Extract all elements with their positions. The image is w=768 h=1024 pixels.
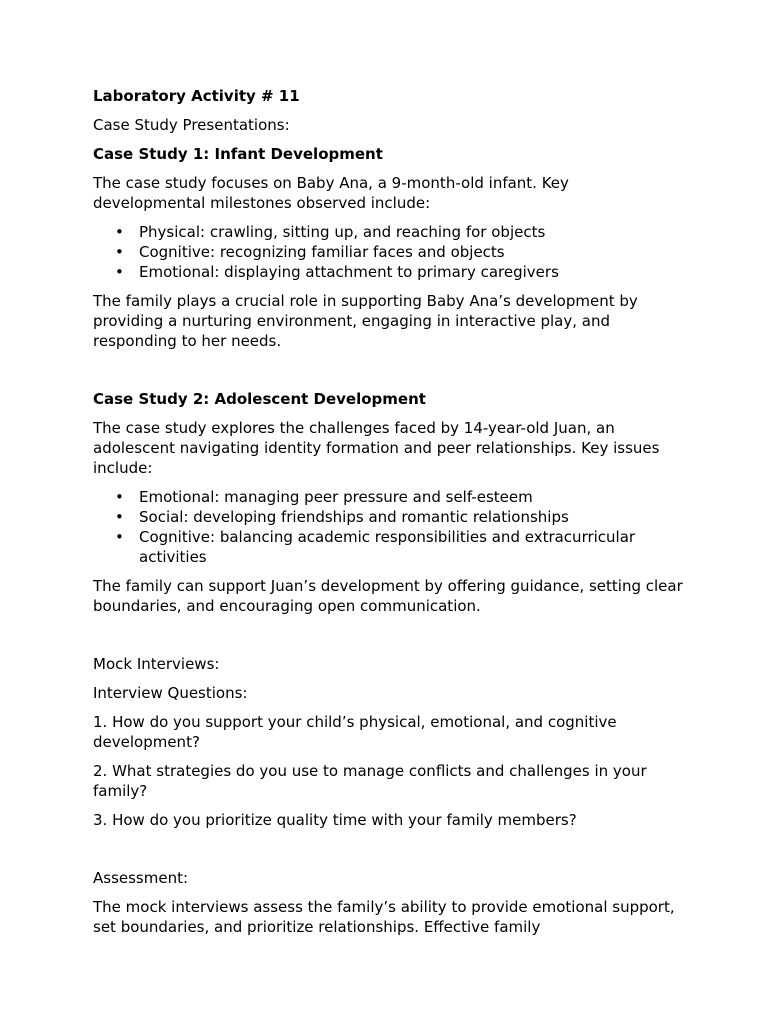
list-item: • Cognitive: recognizing familiar faces and objects <box>139 242 683 262</box>
case-study-1-heading: Case Study 1: Infant Development <box>93 145 383 163</box>
list-item: • Emotional: managing peer pressure and self-esteem <box>139 487 683 507</box>
list-item: • Cognitive: balancing academic responsibilities and extracurricular activities <box>139 527 683 567</box>
case-study-2-list <box>93 487 683 567</box>
interview-question: 2. What strategies do you use to manage conflicts and challenges in your family? <box>93 762 647 800</box>
spacer <box>93 839 683 868</box>
case-study-1-conclusion: The family plays a crucial role in supporting Baby Ana’s development by providing a nurturing environment, engaging in interactive play, and responding to her needs. <box>93 292 638 350</box>
assessment-text: The mock interviews assess the family’s ability to provide emotional support, set boundaries, and prioritize relationships. Effective family <box>93 898 675 936</box>
document-page <box>93 86 683 946</box>
list-item: • Emotional: displaying attachment to primary caregivers <box>139 262 683 282</box>
spacer <box>93 360 683 389</box>
case-study-section-heading: Case Study Presentations: <box>93 116 290 134</box>
case-study-1-intro: The case study focuses on Baby Ana, a 9-month-old infant. Key developmental milestones observed include: <box>93 174 569 212</box>
spacer <box>93 625 683 654</box>
list-item: • Physical: crawling, sitting up, and reaching for objects <box>139 222 683 242</box>
interview-question: 3. How do you prioritize quality time with your family members? <box>93 811 577 829</box>
case-study-2-heading: Case Study 2: Adolescent Development <box>93 390 426 408</box>
assessment-heading: Assessment: <box>93 869 189 887</box>
list-item: • Social: developing friendships and romantic relationships <box>139 507 683 527</box>
case-study-1-list <box>93 222 683 282</box>
case-study-2-conclusion: The family can support Juan’s development by offering guidance, setting clear boundaries, and encouraging open communication. <box>93 577 683 615</box>
document-title: Laboratory Activity # 11 <box>93 87 300 105</box>
interview-questions-heading: Interview Questions: <box>93 684 248 702</box>
interview-question: 1. How do you support your child’s physical, emotional, and cognitive development? <box>93 713 617 751</box>
mock-interviews-heading: Mock Interviews: <box>93 655 220 673</box>
case-study-2-intro: The case study explores the challenges faced by 14-year-old Juan, an adolescent navigating identity formation and peer relationships. Key issues include: <box>93 419 660 477</box>
